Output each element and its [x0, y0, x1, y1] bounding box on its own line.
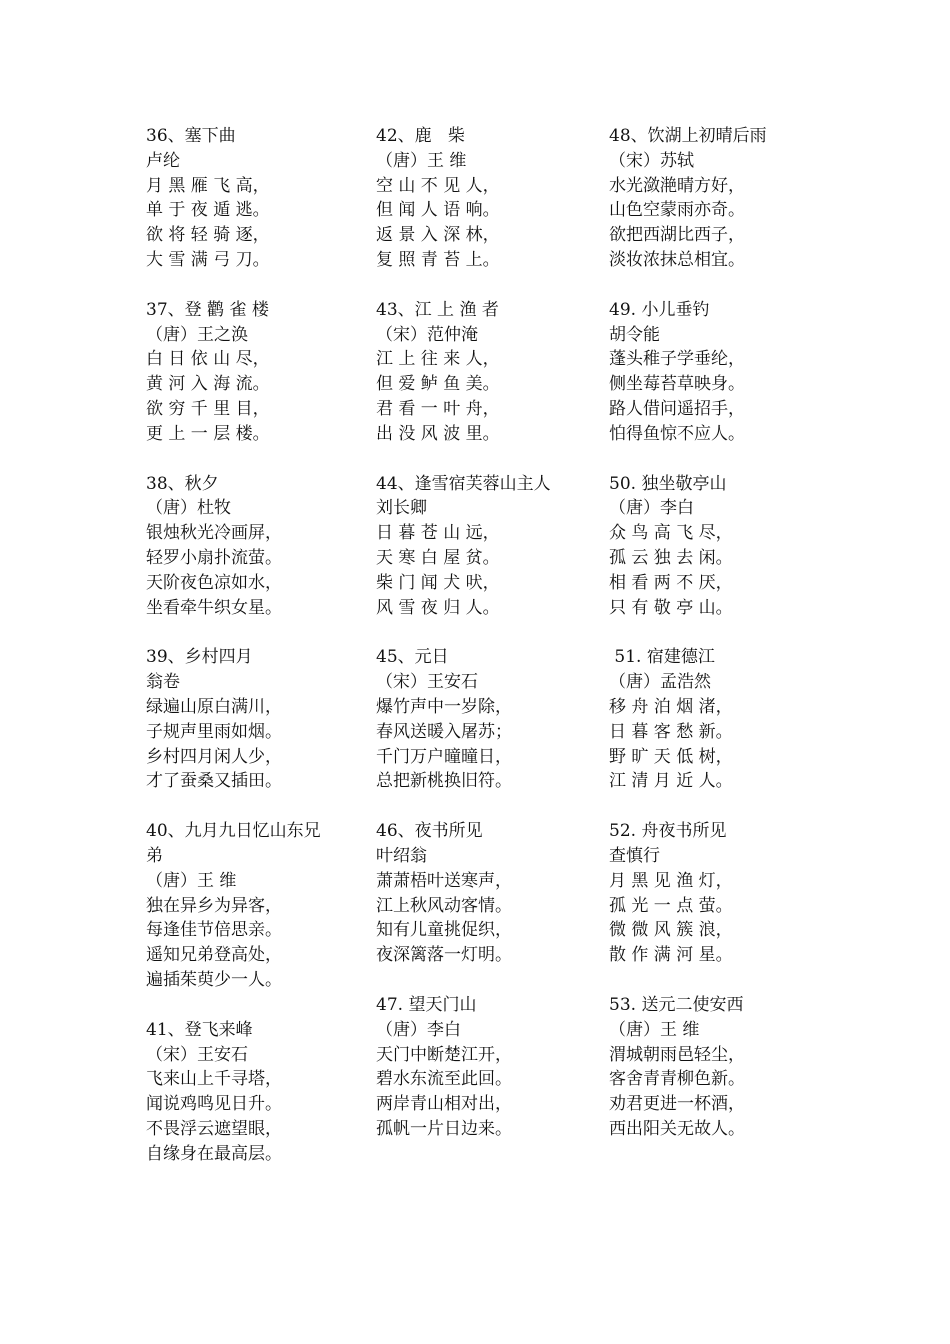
poem-line: 空 山 不 见 人，: [376, 175, 500, 196]
poem-line: 乡村四月闲人少，: [146, 746, 282, 767]
poem-title: 45、元日: [376, 647, 449, 668]
poem-line: 怕得鱼惊不应人。: [609, 423, 745, 444]
poem-block: [146, 819, 376, 993]
poem-block: [146, 472, 376, 621]
poem-author: （唐）王 维: [609, 1019, 700, 1040]
poem-line: 轻罗小扇扑流萤。: [146, 547, 282, 568]
poem-line: 天门中断楚江开，: [376, 1044, 512, 1065]
poem-line: 返 景 入 深 林，: [376, 225, 500, 246]
poem-block: [376, 645, 606, 794]
poem-author: （宋）苏轼: [609, 150, 694, 171]
poem-column-1: [146, 124, 376, 1191]
poem-line: 遍插茱萸少一人。: [146, 969, 282, 990]
poem-line: 君 看 一 叶 舟，: [376, 398, 500, 419]
poem-line: 月 黑 见 渔 灯，: [609, 870, 733, 891]
poem-line: 日 暮 苍 山 远，: [376, 523, 500, 544]
poem-line: 日 暮 客 愁 新。: [609, 721, 733, 742]
poem-line: 每逢佳节倍思亲。: [146, 920, 282, 941]
poem-line: 路人借问遥招手，: [609, 398, 745, 419]
poem-block: [146, 1018, 376, 1167]
poem-author: （宋）范仲淹: [376, 324, 478, 345]
poem-line: 江 清 月 近 人。: [609, 771, 733, 792]
poem-line: 白 日 依 山 尽，: [146, 349, 270, 370]
poem-line: 复 照 青 苔 上。: [376, 249, 500, 270]
poem-line: 客舍青青柳色新。: [609, 1069, 745, 1090]
poem-author: （宋）王安石: [146, 1044, 248, 1065]
poem-author: 刘长卿: [376, 498, 427, 519]
poem-title: 44、逢雪宿芙蓉山主人: [376, 473, 551, 494]
poem-block: [376, 298, 606, 447]
poem-author: 翁卷: [146, 672, 180, 693]
poem-author: （唐）王 维: [146, 870, 237, 891]
poem-title: 51. 宿建德江: [609, 647, 715, 668]
poem-line: 欲 将 轻 骑 逐，: [146, 225, 270, 246]
poem-line: 散 作 满 河 星。: [609, 945, 733, 966]
poem-line: 坐看牵牛织女星。: [146, 597, 282, 618]
poem-line: 山色空蒙雨亦奇。: [609, 200, 745, 221]
poem-author: （唐）孟浩然: [609, 672, 711, 693]
poem-title: 39、乡村四月: [146, 647, 253, 668]
poem-block: [609, 645, 839, 794]
poem-title: 46、夜书所见: [376, 821, 483, 842]
poem-line: 月 黑 雁 飞 高，: [146, 175, 270, 196]
poem-title-continued: 弟: [146, 845, 163, 866]
poem-line: 西出阳关无故人。: [609, 1118, 745, 1139]
poem-block: [609, 472, 839, 621]
poem-line: 相 看 两 不 厌，: [609, 572, 733, 593]
poem-line: 但 闻 人 语 响。: [376, 200, 500, 221]
poem-title: 48、饮湖上初晴后雨: [609, 126, 767, 146]
poem-line: 江上秋风动客情。: [376, 895, 512, 916]
poem-line: 孤 光 一 点 萤。: [609, 895, 733, 916]
poem-line: 子规声里雨如烟。: [146, 721, 282, 742]
poem-author: 查慎行: [609, 845, 660, 866]
poem-column-3: [609, 124, 839, 1167]
poem-title: 49. 小儿垂钓: [609, 299, 710, 320]
poem-author: 叶绍翁: [376, 845, 427, 866]
poem-line: 众 鸟 高 飞 尽，: [609, 523, 733, 544]
poem-author: 胡令能: [609, 324, 660, 345]
poem-line: 两岸青山相对出，: [376, 1094, 512, 1115]
poem-line: 夜深篱落一灯明。: [376, 945, 512, 966]
poem-line: 千门万户曈曈日，: [376, 746, 512, 767]
poem-line: 蓬头稚子学垂纶，: [609, 349, 745, 370]
poem-title: 41、登飞来峰: [146, 1019, 253, 1040]
poem-line: 移 舟 泊 烟 渚，: [609, 696, 733, 717]
poem-line: 劝君更进一杯酒，: [609, 1094, 745, 1115]
poem-line: 但 爱 鲈 鱼 美。: [376, 374, 500, 395]
poem-title: 52. 舟夜书所见: [609, 821, 727, 842]
poem-line: 柴 门 闻 犬 吠，: [376, 572, 500, 593]
poem-line: 绿遍山原白满川，: [146, 696, 282, 717]
poem-line: 只 有 敬 亭 山。: [609, 597, 733, 618]
poem-block: [376, 124, 606, 273]
poem-block: [376, 819, 606, 968]
poem-line: 欲把西湖比西子，: [609, 225, 745, 246]
poem-line: 出 没 风 波 里。: [376, 423, 500, 444]
poem-block: [609, 819, 839, 968]
poem-line: 春风送暖入屠苏；: [376, 721, 512, 742]
poem-line: 碧水东流至此回。: [376, 1069, 512, 1090]
poem-line: 天 寒 白 屋 贫。: [376, 547, 500, 568]
poem-title: 47. 望天门山: [376, 994, 477, 1015]
poem-line: 天阶夜色凉如水，: [146, 572, 282, 593]
poem-line: 飞来山上千寻塔，: [146, 1069, 282, 1090]
poem-line: 单 于 夜 遁 逃。: [146, 200, 270, 221]
poem-block: [376, 472, 606, 621]
poem-author: 卢纶: [146, 150, 180, 171]
poem-line: 黄 河 入 海 流。: [146, 374, 270, 395]
poem-line: 爆竹声中一岁除，: [376, 696, 512, 717]
poem-line: 孤 云 独 去 闲。: [609, 547, 733, 568]
poem-line: 银烛秋光冷画屏，: [146, 523, 282, 544]
poem-block: [146, 298, 376, 447]
poem-line: 独在异乡为异客，: [146, 895, 282, 916]
poem-line: 更 上 一 层 楼。: [146, 423, 270, 444]
poem-block: [376, 993, 606, 1142]
poem-line: 萧萧梧叶送寒声，: [376, 870, 512, 891]
poem-title: 50. 独坐敬亭山: [609, 473, 727, 494]
poem-line: 侧坐莓苔草映身。: [609, 374, 745, 395]
poem-block: [146, 124, 376, 273]
poem-line: 野 旷 天 低 树，: [609, 746, 733, 767]
poem-line: 闻说鸡鸣见日升。: [146, 1094, 282, 1115]
poem-line: 总把新桃换旧符。: [376, 771, 512, 792]
poem-author: （唐）王之涣: [146, 324, 248, 345]
poem-title: 40、九月九日忆山东兄: [146, 821, 321, 842]
poem-line: 自缘身在最高层。: [146, 1143, 282, 1164]
poem-block: [609, 993, 839, 1142]
poem-line: 水光潋滟晴方好，: [609, 175, 745, 196]
poem-line: 风 雪 夜 归 人。: [376, 597, 500, 618]
poem-title: 36、塞下曲: [146, 126, 236, 146]
poem-line: 知有儿童挑促织，: [376, 920, 512, 941]
poem-title: 38、秋夕: [146, 473, 219, 494]
poem-line: 江 上 往 来 人，: [376, 349, 500, 370]
poem-title: 42、鹿 柴: [376, 126, 465, 146]
poem-line: 淡妆浓抹总相宜。: [609, 249, 745, 270]
poem-author: （宋）王安石: [376, 672, 478, 693]
poem-author: （唐）王 维: [376, 150, 467, 171]
poem-title: 37、登 鹳 雀 楼: [146, 299, 269, 320]
poem-block: [609, 124, 839, 273]
poem-title: 53. 送元二使安西: [609, 994, 744, 1015]
poem-line: 大 雪 满 弓 刀。: [146, 249, 270, 270]
poem-line: 才了蚕桑又插田。: [146, 771, 282, 792]
poem-author: （唐）李白: [376, 1019, 461, 1040]
poem-line: 不畏浮云遮望眼，: [146, 1118, 282, 1139]
poem-line: 微 微 风 簇 浪，: [609, 920, 733, 941]
poem-block: [609, 298, 839, 447]
poem-line: 欲 穷 千 里 目，: [146, 398, 270, 419]
poem-title: 43、江 上 渔 者: [376, 299, 499, 320]
poem-author: （唐）杜牧: [146, 498, 231, 519]
poem-line: 孤帆一片日边来。: [376, 1118, 512, 1139]
poem-line: 渭城朝雨邑轻尘，: [609, 1044, 745, 1065]
poem-column-2: [376, 124, 606, 1167]
poem-author: （唐）李白: [609, 498, 694, 519]
poem-block: [146, 645, 376, 794]
poem-line: 遥知兄弟登高处，: [146, 945, 282, 966]
